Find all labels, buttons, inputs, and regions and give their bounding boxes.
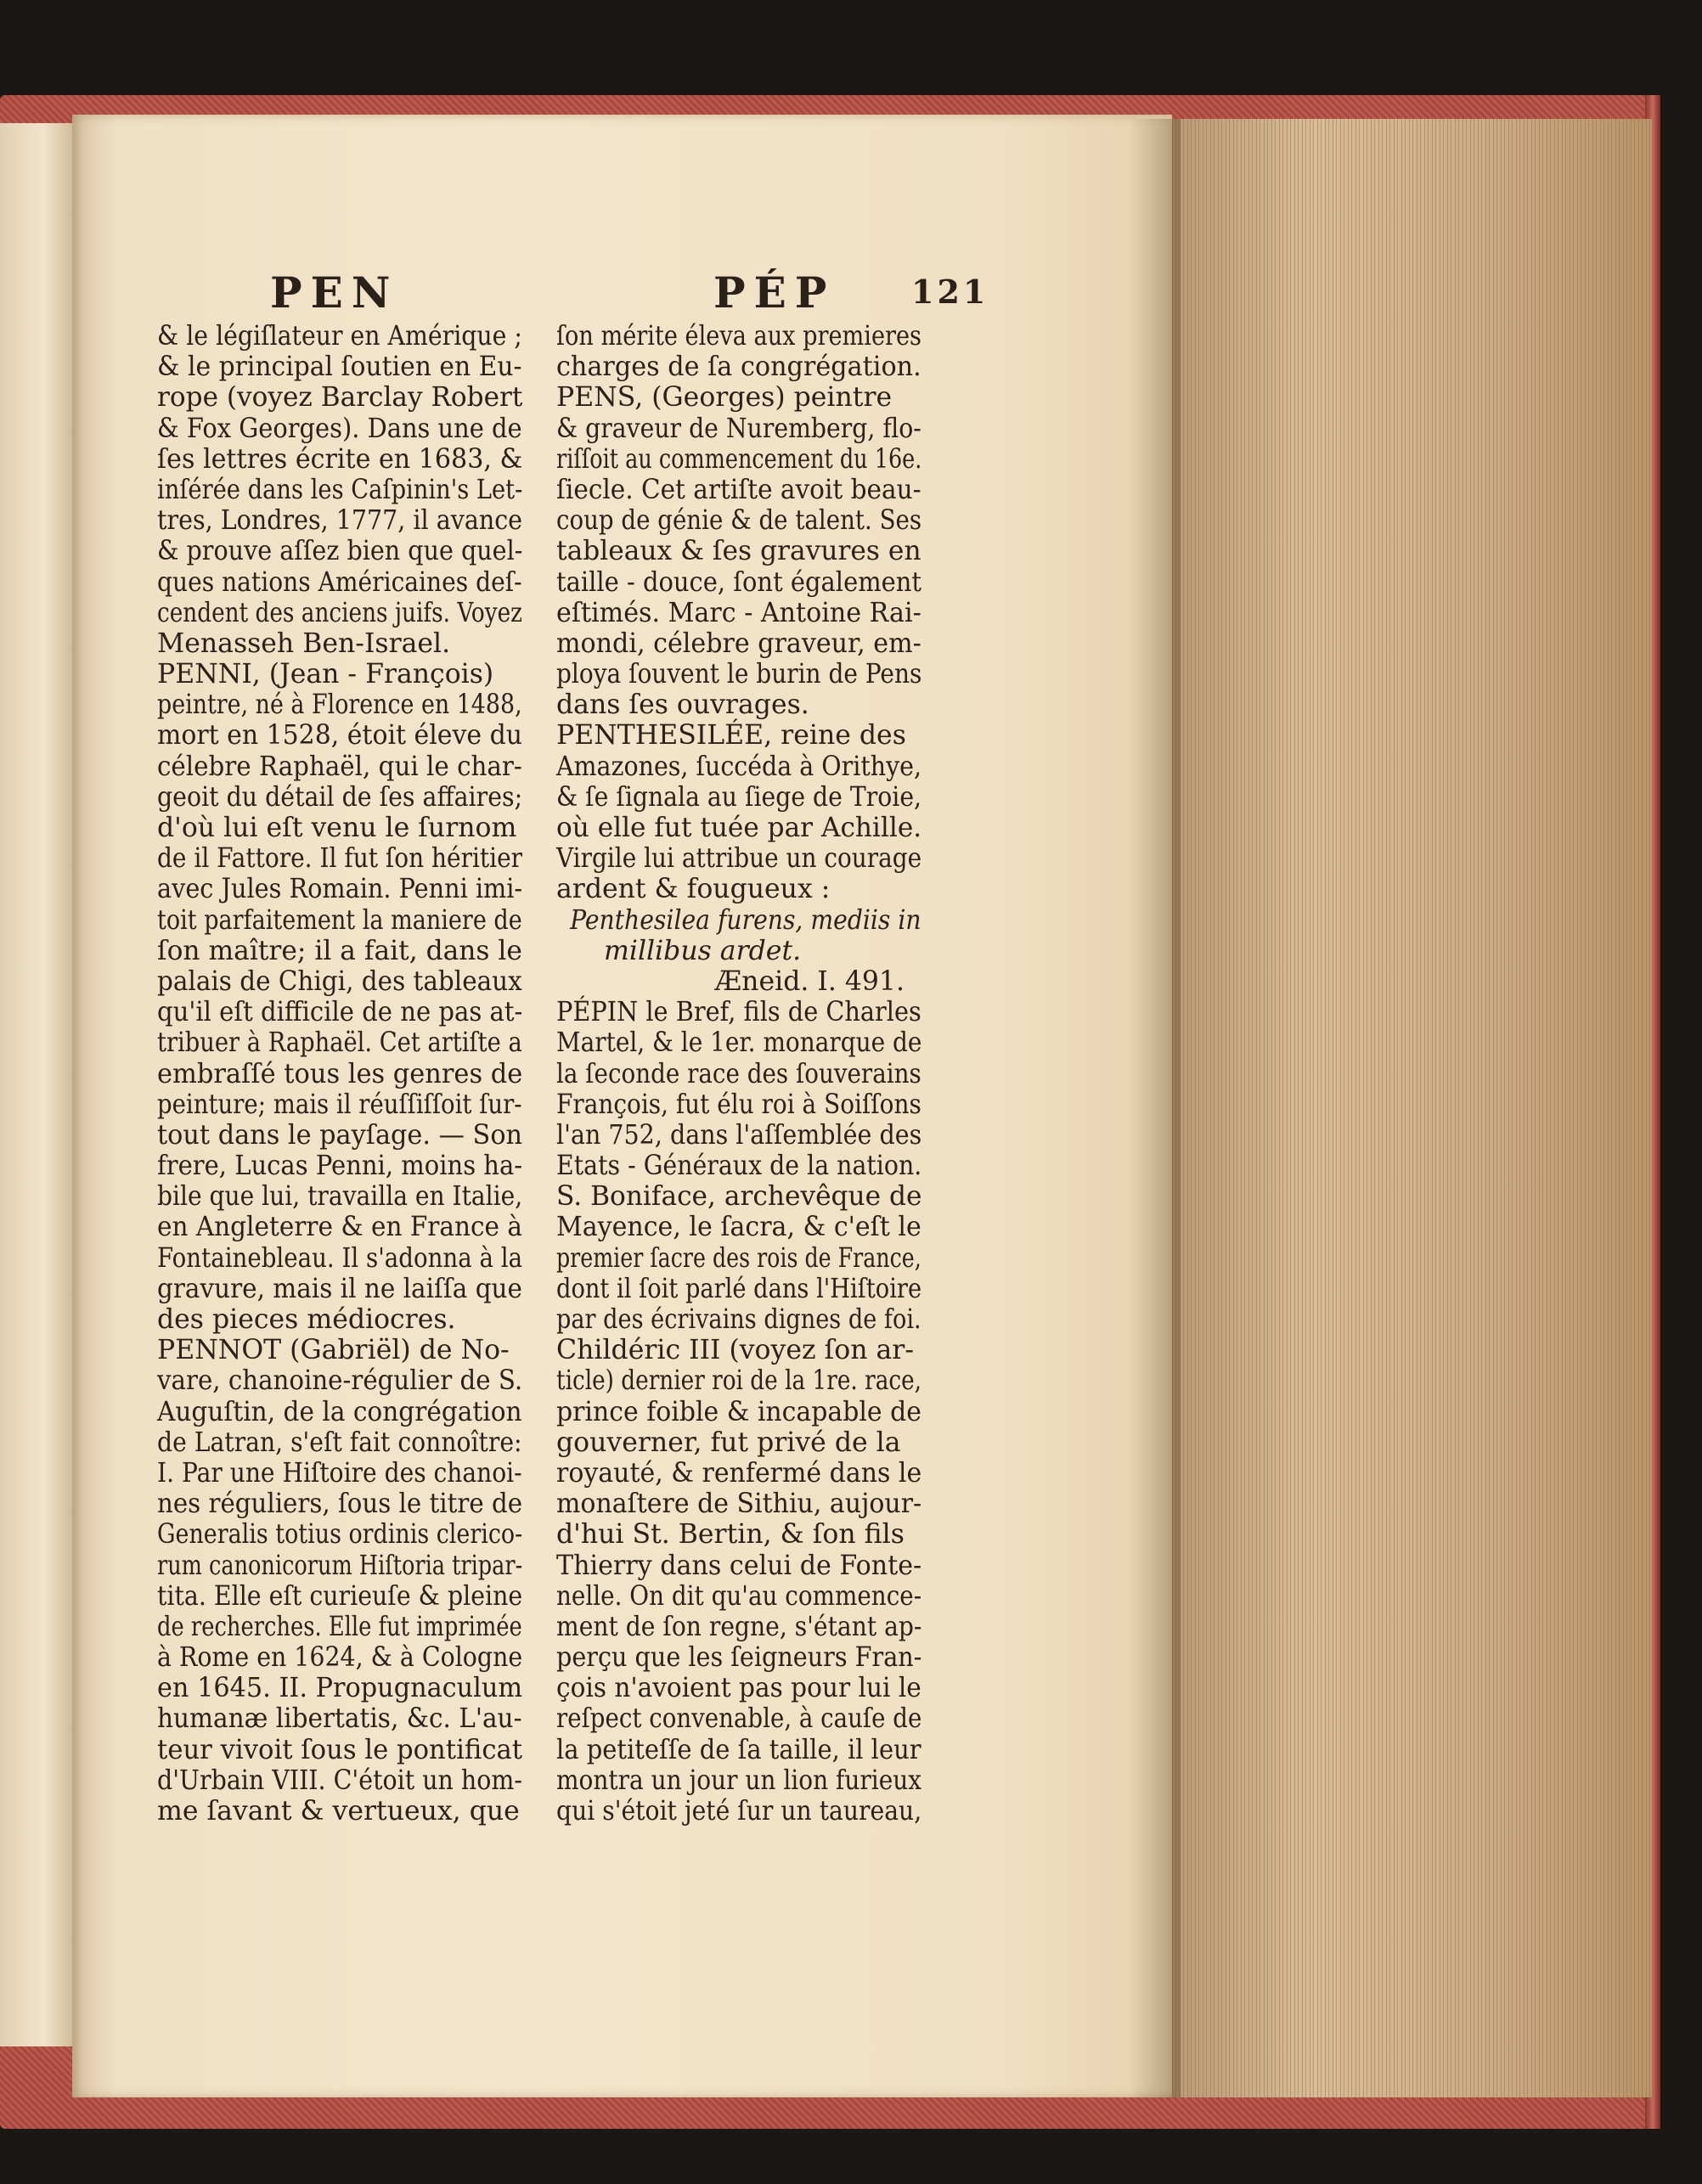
text-line: Thierry dans celui de Fonte- (556, 1550, 922, 1581)
text-line: tribuer à Raphaël. Cet artiſte a (157, 1027, 522, 1059)
previous-page-edge (0, 123, 74, 2046)
text-line: & prouve aſſez bien que quel- (157, 536, 523, 567)
text-line: PÉPIN le Bref, fils de Charles (556, 997, 921, 1028)
text-line: cendent des anciens juifs. Voyez (157, 597, 523, 628)
text-line: ardent & fougueux : (556, 874, 831, 905)
text-line: bile que lui, travailla en Italie, (157, 1181, 523, 1213)
text-line: peintre, né à Florence en 1488, (157, 690, 522, 721)
text-line: & le principal ſoutien en Eu- (157, 352, 522, 383)
text-line: Æneid. I. 491. (714, 965, 905, 997)
text-line: ſon maître; il a fait, dans le (157, 935, 522, 966)
text-line: l'an 752, dans l'aſſemblée des (556, 1119, 922, 1151)
text-line: François, fut élu roi à Soiſſons (556, 1089, 921, 1120)
text-line: perçu que les ſeigneurs Fran- (556, 1642, 922, 1674)
text-line: tout dans le payſage. — Son (157, 1119, 523, 1151)
text-line: ſes lettres écrite en 1683, & (157, 443, 523, 475)
text-line: me ſavant & vertueux, que (157, 1796, 520, 1827)
text-line: humanæ libertatis, &c. L'au- (157, 1703, 522, 1735)
text-line: geoit du détail de ſes affaires; (157, 781, 523, 813)
text-line: gouverner, fut privé de la (556, 1427, 901, 1458)
text-line: ques nations Américaines deſ- (157, 566, 522, 598)
text-line: la petiteſſe de ſa taille, il leur (556, 1734, 921, 1765)
running-header (270, 267, 989, 318)
text-column-left (157, 321, 522, 1827)
text-line: monaſtere de Sithiu, aujour- (556, 1489, 922, 1520)
text-line: PENNI, (Jean - François) (157, 659, 494, 690)
header-left: PEN (270, 267, 399, 318)
text-line: PENS, (Georges) peintre (556, 382, 893, 414)
text-column-right (556, 321, 921, 1827)
text-line: d'Urbain VIII. C'étoit un hom- (157, 1765, 522, 1796)
text-line: nes réguliers, ſous le titre de (157, 1489, 523, 1520)
text-line: de Latran, s'eſt fait connoître: (157, 1427, 522, 1458)
text-line: taille - douce, ſont également (556, 566, 922, 598)
text-line: tita. Elle eſt curieuſe & pleine (157, 1580, 523, 1612)
text-line: avec Jules Romain. Penni imi- (157, 874, 523, 905)
text-line: gravure, mais il ne laiſſa que (157, 1273, 522, 1304)
text-line: Etats - Généraux de la nation. (556, 1151, 922, 1182)
text-line: mort en 1528, étoit éleve du (157, 720, 522, 751)
text-line: tableaux & ſes gravures en (556, 536, 921, 567)
text-line: & Fox Georges). Dans une de (157, 413, 522, 444)
text-line: toit parfaitement la maniere de (157, 904, 522, 936)
text-line: charges de ſa congrégation. (556, 352, 921, 383)
text-line: Generalis totius ordinis clerico- (157, 1519, 523, 1551)
page-number: 121 (911, 273, 989, 311)
text-line: & ſe ſignala au ſiege de Troie, (556, 781, 922, 813)
text-line: dont il ſoit parlé dans l'Hiſtoire (556, 1273, 922, 1304)
text-line: Fontainebleau. Il s'adonna à la (157, 1242, 523, 1274)
text-line: de il Fattore. Il fut ſon héritier (157, 843, 523, 875)
text-line: ticle) dernier roi de la 1re. race, (556, 1365, 922, 1397)
text-line: mondi, célebre graveur, em- (556, 628, 921, 659)
text-line: PENTHESILÉE, reine des (556, 720, 906, 751)
text-line: de recherches. Elle fut imprimée (157, 1611, 522, 1642)
text-line: PENNOT (Gabriël) de No- (157, 1335, 510, 1366)
text-line: d'hui St. Bertin, & ſon fils (556, 1519, 905, 1551)
text-line: Virgile lui attribue un courage (556, 843, 922, 875)
text-line: riſſoit au commencement du 16e. (556, 443, 922, 475)
page-shadow (1130, 119, 1181, 2097)
text-line: prince foible & incapable de (556, 1396, 921, 1427)
text-line: où elle fut tuée par Achille. (556, 813, 922, 843)
text-line: en 1645. II. Propugnaculum (157, 1673, 523, 1704)
text-line: frere, Lucas Penni, moins ha- (157, 1151, 523, 1182)
header-right: PÉP (713, 267, 836, 318)
text-line: Penthesilea furens, mediis in (570, 904, 921, 936)
text-line: qu'il eſt difficile de ne pas at- (157, 997, 523, 1028)
text-line: la ſeconde race des ſouverains (556, 1058, 921, 1089)
text-line: S. Boniface, archevêque de (556, 1181, 922, 1213)
text-line: ploya ſouvent le burin de Pens (556, 659, 922, 690)
text-line: reſpect convenable, à cauſe de (556, 1703, 922, 1735)
text-line: millibus ardet. (604, 935, 802, 966)
text-line: coup de génie & de talent. Ses (556, 505, 922, 537)
text-line: dans ſes ouvrages. (556, 690, 809, 721)
text-line: royauté, & renfermé dans le (556, 1457, 922, 1489)
text-line: palais de Chigi, des tableaux (157, 965, 522, 997)
text-line: qui s'étoit jeté ſur un taureau, (556, 1796, 922, 1827)
text-line: en Angleterre & en France à (157, 1212, 522, 1243)
text-line: Martel, & le 1er. monarque de (556, 1027, 922, 1059)
text-line: ment de ſon regne, s'étant ap- (556, 1611, 922, 1642)
text-line: nelle. On dit qu'au commence- (556, 1580, 922, 1612)
text-line: embraſſé tous les genres de (157, 1058, 523, 1089)
text-line: çois n'avoient pas pour lui le (556, 1673, 921, 1704)
text-line: d'où lui eſt venu le ſurnom (157, 813, 517, 843)
text-line: ſiecle. Cet artiſte avoit beau- (556, 474, 921, 505)
text-line: célebre Raphaël, qui le char- (157, 751, 522, 782)
text-line: montra un jour un lion furieux (556, 1765, 922, 1796)
text-line: & le légiſlateur en Amérique ; (157, 321, 522, 352)
text-line: rope (voyez Barclay Robert (157, 382, 523, 414)
text-line: à Rome en 1624, & à Cologne (157, 1642, 523, 1674)
text-line: tres, Londres, 1777, il avance (157, 505, 523, 537)
text-line: Mayence, le ſacra, & c'eſt le (556, 1212, 921, 1243)
text-line: vare, chanoine-régulier de S. (157, 1365, 523, 1397)
text-line: peinture; mais il réuſſiſſoit ſur- (157, 1089, 522, 1120)
text-line: ſon mérite éleva aux premieres (556, 321, 921, 352)
text-line: I. Par une Hiſtoire des chanoi- (157, 1457, 522, 1489)
text-line: des pieces médiocres. (157, 1304, 456, 1335)
text-line: eſtimés. Marc - Antoine Rai- (556, 597, 921, 628)
text-line: premier ſacre des rois de France, (556, 1242, 921, 1274)
text-line: Auguſtin, de la congrégation (157, 1396, 522, 1427)
text-line: rum canonicorum Hiſtoria tripar- (157, 1550, 523, 1581)
text-line: Amazones, ſuccéda à Orithye, (556, 751, 922, 782)
text-line: & graveur de Nuremberg, flo- (556, 413, 921, 444)
text-line: inſérée dans les Caſpinin's Let- (157, 474, 523, 505)
page-block-fore-edge (1172, 119, 1652, 2097)
text-line: teur vivoit ſous le pontificat (157, 1734, 523, 1765)
text-line: par des écrivains dignes de foi. (556, 1304, 921, 1335)
text-line: Menasseh Ben-Israel. (157, 628, 451, 659)
text-line: Childéric III (voyez ſon ar- (556, 1335, 914, 1366)
